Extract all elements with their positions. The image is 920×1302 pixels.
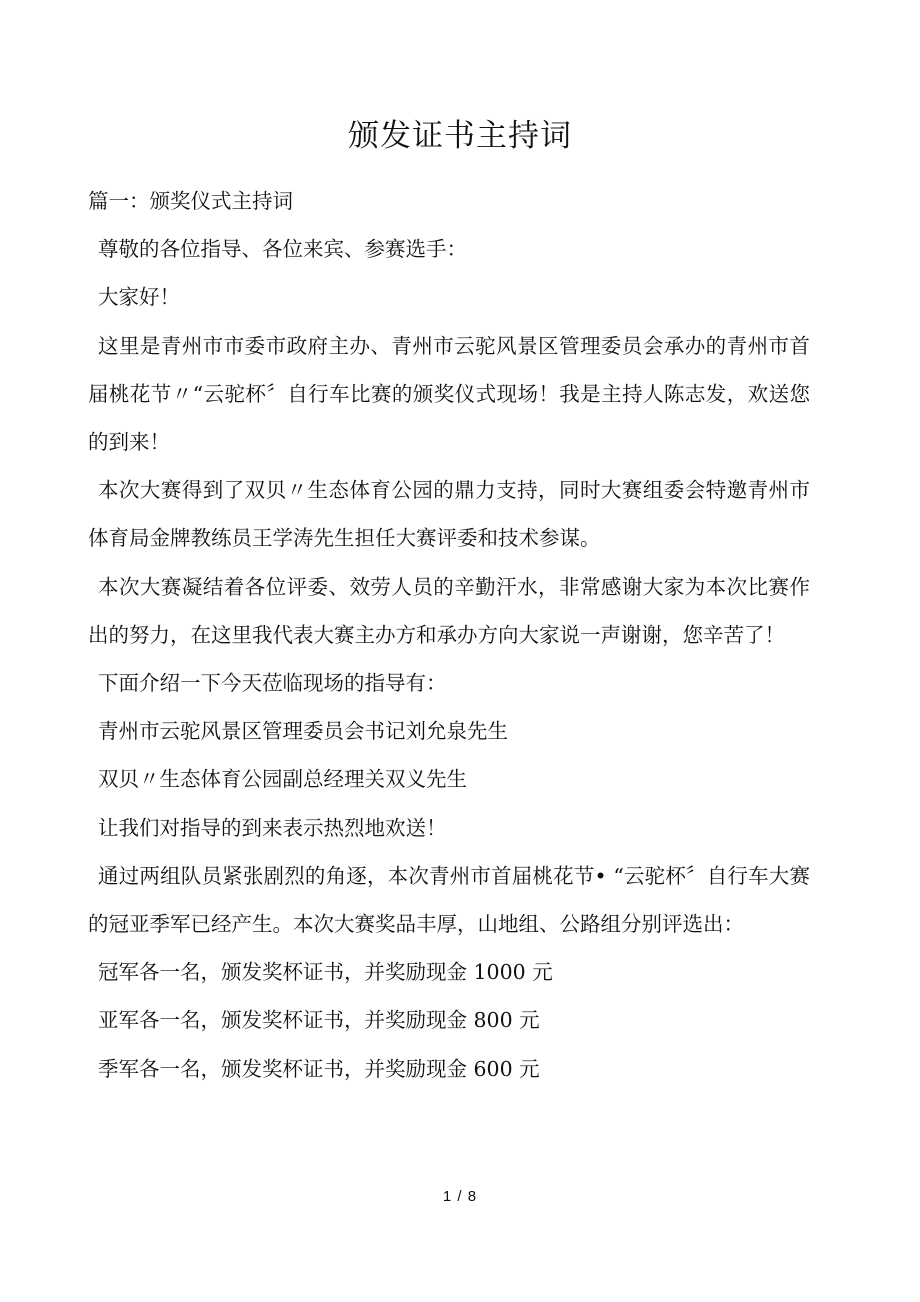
paragraph-welcome: 让我们对指导的到来表示热烈地欢送！ [98,815,447,840]
paragraph-intro: 这里是青州市市委市政府主办、青州市云驼风景区管理委员会承办的青州市首届桃花节〃“云驼杯〞自行车比赛的颁奖仪式现场！我是主持人陈志发，欢送您的到来！ [88,333,810,455]
prize-item: 季军各一名，颁发奖杯证书，并奖励现金 600 元 [98,1056,540,1081]
paragraph-thanks: 本次大赛凝结着各位评委、效劳人员的辛勤汗水，非常感谢大家为本次比赛作出的努力，在这里我代表大赛主办方和承办方向大家说一声谢谢，您辛苦了！ [88,574,810,647]
document-body [88,177,810,1093]
greeting-hello: 大家好！ [98,285,180,310]
prize-item: 冠军各一名，颁发奖杯证书，并奖励现金 1000 元 [98,960,553,985]
paragraph-results: 通过两组队员紧张剧烈的角逐，本次青州市首届桃花节• “云驼杯〞自行车大赛的冠亚季军已经产生。本次大赛奖品丰厚，山地组、公路组分别评选出： [88,863,810,937]
paragraph-guests-intro: 下面介绍一下今天莅临现场的指导有： [98,671,447,696]
document-title: 颁发证书主持词 [348,118,572,154]
greeting-audience: 尊敬的各位指导、各位来宾、参赛选手： [98,237,467,262]
section-heading: 篇一：颁奖仪式主持词 [88,189,293,213]
page-number: 1 / 8 [442,1188,478,1205]
guest-item: 双贝〃生态体育公园副总经理关双义先生 [98,767,467,792]
paragraph-support: 本次大赛得到了双贝〃生态体育公园的鼎力支持，同时大赛组委会特邀青州市体育局金牌教练员王学涛先生担任大赛评委和技术参谋。 [88,478,810,551]
guest-item: 青州市云驼风景区管理委员会书记刘允泉先生 [98,719,508,744]
prize-item: 亚军各一名，颁发奖杯证书，并奖励现金 800 元 [98,1008,540,1033]
